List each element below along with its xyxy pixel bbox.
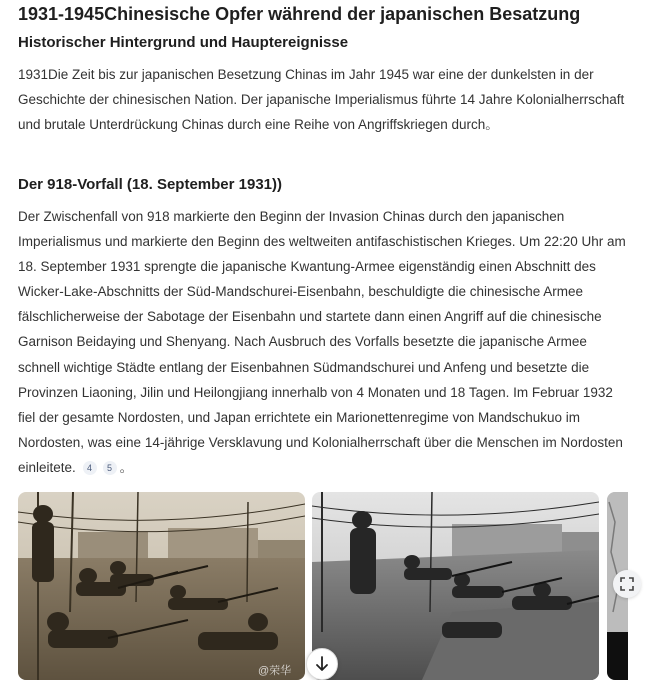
intro-paragraph: 1931Die Zeit bis zur japanischen Besetzung Chinas im Jahr 1945 war eine der dunkelsten in der Geschichte der chinesischen Nation. Der japanische Imperialismus führte 14 Jahre Kolonialherrschaft und brutale Unterdrückung Chinas durch eine Reihe von Angriffskriegen durch。 [18,67,625,133]
section-title: Der 918-Vorfall (18. September 1931)) [18,176,283,193]
gallery-photo[interactable] [18,492,305,680]
section-text: Der Zwischenfall von 918 markierte den Beginn der Invasion Chinas durch den japanischen Imperialismus und markierte den Beginn des weltweiten antifaschistischen Krieges. Um 22:20 Uhr am 18. September 1931 sprengte die japanische Kwantung-Armee eigenständig einen Abschnitt des Wicker-Lake-Abschnitts der Süd-Mandschurei-Eisenbahn, beschuldigte die chinesische Armee fälschlicherweise der Sabotage der Eisenbahn und startete dann einen Angriff auf die chinesische Garnison Beidaying und Shenyang. Nach Ausbruch des Vorfalls besetzte die japanische Armee schnell wichtige Städte entlang der Eisenbahnen Südmandschurei und Anfeng und besetzte die Provinzen Liaoning, Jilin und Heilongjiang innerhalb von 4 Monaten und 18 Tagen. Im Februar 1932 fiel der gesamte Nordosten, und Japan errichtete ein Marionettenregime von Mandschukuo im Nordosten, was eine 14-jährige Versklavung und Kolonialherrschaft über die Menschen im Nordosten einleitete. [18,209,626,475]
page-subtitle: Historischer Hintergrund und Hauptereignisse [18,34,349,51]
section-paragraph [18,204,626,480]
page-title: 1931-1945Chinesische Opfer während der japanischen Besatzung [18,4,581,24]
section-end: 。 [119,459,134,475]
photo-soldiers-grayscale [312,492,599,680]
citation-ref[interactable]: 5 [103,461,117,475]
scroll-down-button[interactable] [306,648,338,680]
expand-button[interactable] [613,570,641,598]
expand-icon [620,577,634,591]
photo-soldiers-sepia [18,492,305,680]
arrow-down-icon [315,656,329,672]
citation-ref[interactable]: 4 [83,461,97,475]
watermark: @荣华 [258,665,292,677]
gallery-photo[interactable] [312,492,599,680]
